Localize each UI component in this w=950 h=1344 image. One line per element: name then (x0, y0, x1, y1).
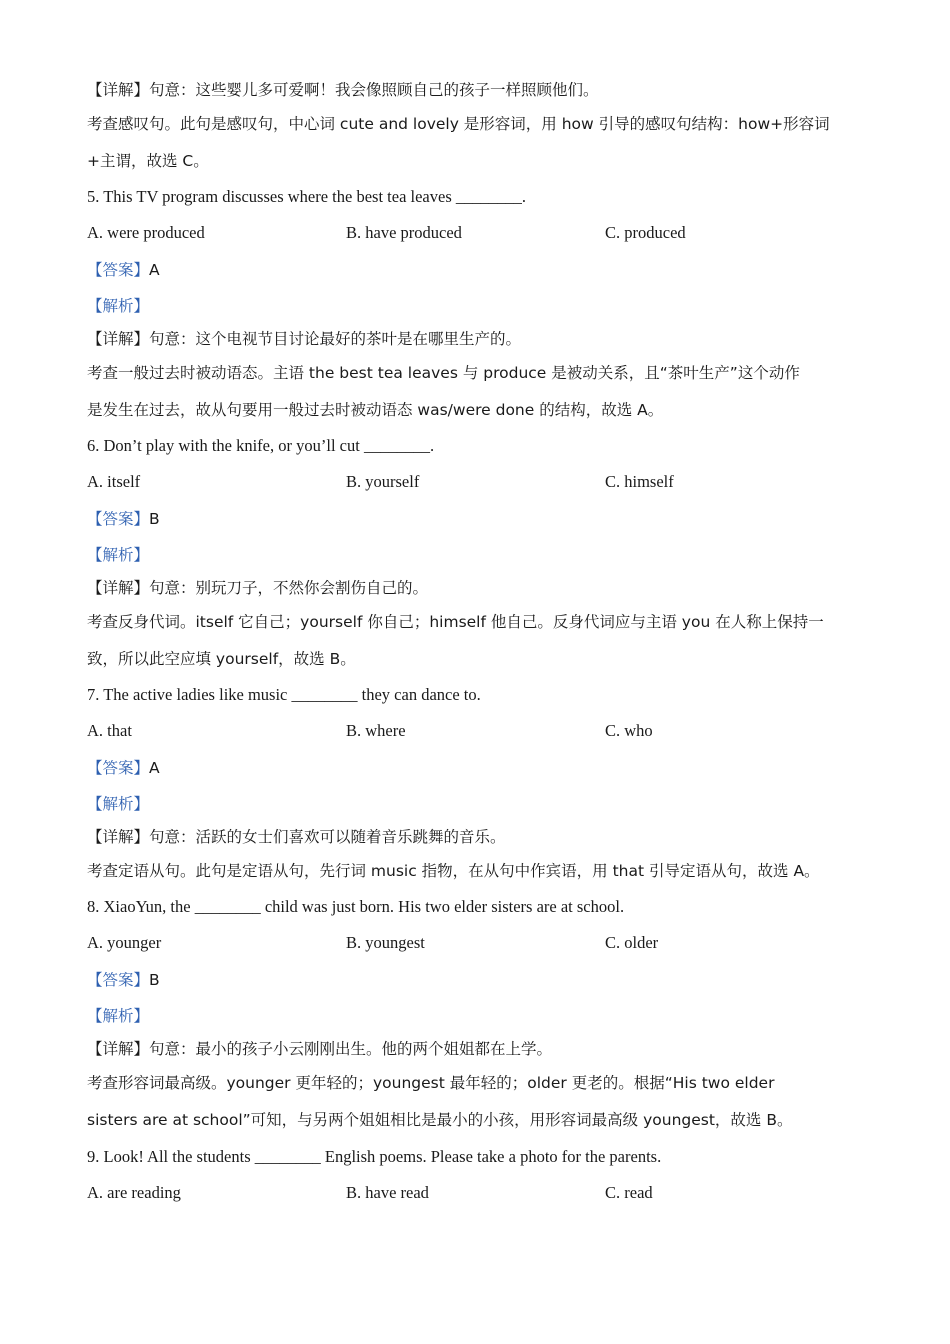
q8-option-b: B. youngest (346, 933, 425, 952)
q6-answer (87, 509, 160, 529)
answer-value: A (149, 261, 160, 279)
q8-option-a: A. younger (87, 933, 162, 952)
detail-text: 句意：活跃的女士们喜欢可以随着音乐跳舞的音乐。 (149, 828, 506, 846)
q6-explain-line1: 考查反身代词。itself 它自己；yourself 你自己；himself 他自己。反身代词应与主语 you 在人称上保持一 (87, 613, 824, 631)
q8-question: 8. XiaoYun, the ________ child was just born. His two elder sisters are at school. (87, 897, 625, 916)
q6-option-b: B. yourself (346, 472, 420, 491)
q6-detail (87, 578, 428, 598)
detail-tag: 【详解】 (87, 330, 150, 348)
q5-detail (87, 329, 521, 349)
q9-option-a: A. are reading (87, 1183, 181, 1202)
detail-tag: 【详解】 (87, 579, 150, 597)
q8-option-c: C. older (605, 933, 659, 952)
q7-question: 7. The active ladies like music ________ they can dance to. (87, 685, 481, 704)
q5-option-c: C. produced (605, 223, 686, 242)
q8-explain-line2: sisters are at school”可知，与另两个姐姐相比是最小的小孩，用形容词最高级 youngest，故选 B。 (87, 1111, 793, 1129)
q8-analysis-tag: 【解析】 (87, 1007, 150, 1025)
q6-analysis-tag: 【解析】 (87, 546, 150, 564)
detail-tag: 【详解】 (87, 1040, 150, 1058)
q6-option-a: A. itself (87, 472, 141, 491)
answer-tag: 【答案】 (87, 261, 150, 279)
q7-option-a: A. that (87, 721, 132, 740)
detail-tag: 【详解】 (87, 828, 150, 846)
q9-option-b: B. have read (346, 1183, 429, 1202)
q4-detail (87, 80, 599, 100)
q7-answer (87, 758, 160, 778)
q5-option-b: B. have produced (346, 223, 462, 242)
q6-option-c: C. himself (605, 472, 674, 491)
answer-value: B (149, 510, 160, 528)
q7-option-b: B. where (346, 721, 406, 740)
detail-text: 句意：这些婴儿多可爱啊！我会像照顾自己的孩子一样照顾他们。 (149, 81, 599, 99)
q7-detail (87, 827, 506, 847)
q6-question: 6. Don’t play with the knife, or you’ll cut ________. (87, 436, 435, 455)
answer-tag: 【答案】 (87, 971, 150, 989)
detail-text: 句意：别玩刀子，不然你会割伤自己的。 (149, 579, 429, 597)
q7-analysis-tag: 【解析】 (87, 795, 150, 813)
q9-question: 9. Look! All the students ________ English poems. Please take a photo for the parents. (87, 1147, 662, 1166)
q6-explain-line2: 致，所以此空应填 yourself，故选 B。 (87, 650, 356, 668)
detail-text: 句意：这个电视节目讨论最好的茶叶是在哪里生产的。 (149, 330, 522, 348)
detail-text: 句意：最小的孩子小云刚刚出生。他的两个姐姐都在上学。 (149, 1040, 553, 1058)
answer-value: A (149, 759, 160, 777)
answer-value: B (149, 971, 160, 989)
q7-option-c: C. who (605, 721, 653, 740)
q8-detail (87, 1039, 552, 1059)
answer-tag: 【答案】 (87, 759, 150, 777)
q8-explain-line1: 考查形容词最高级。younger 更年轻的；youngest 最年轻的；older 更老的。根据“His two elder (87, 1074, 775, 1092)
q5-explain-line2: 是发生在过去，故从句要用一般过去时被动语态 was/were done 的结构，故选 A。 (87, 401, 664, 419)
q9-option-c: C. read (605, 1183, 653, 1202)
detail-tag: 【详解】 (87, 81, 150, 99)
q4-explain-line1: 考查感叹句。此句是感叹句，中心词 cute and lovely 是形容词，用 how 引导的感叹句结构：how+形容词 (87, 115, 830, 133)
q5-answer (87, 260, 160, 280)
q5-option-a: A. were produced (87, 223, 205, 242)
q4-explain-line2: +主谓，故选 C。 (87, 152, 209, 170)
answer-tag: 【答案】 (87, 510, 150, 528)
q7-explain-line1: 考查定语从句。此句是定语从句，先行词 music 指物，在从句中作宾语，用 that 引导定语从句，故选 A。 (87, 862, 820, 880)
q5-explain-line1: 考查一般过去时被动语态。主语 the best tea leaves 与 produce 是被动关系，且“茶叶生产”这个动作 (87, 364, 800, 382)
q5-analysis-tag: 【解析】 (87, 297, 150, 315)
q8-answer (87, 970, 160, 990)
q5-question: 5. This TV program discusses where the best tea leaves ________. (87, 187, 526, 206)
